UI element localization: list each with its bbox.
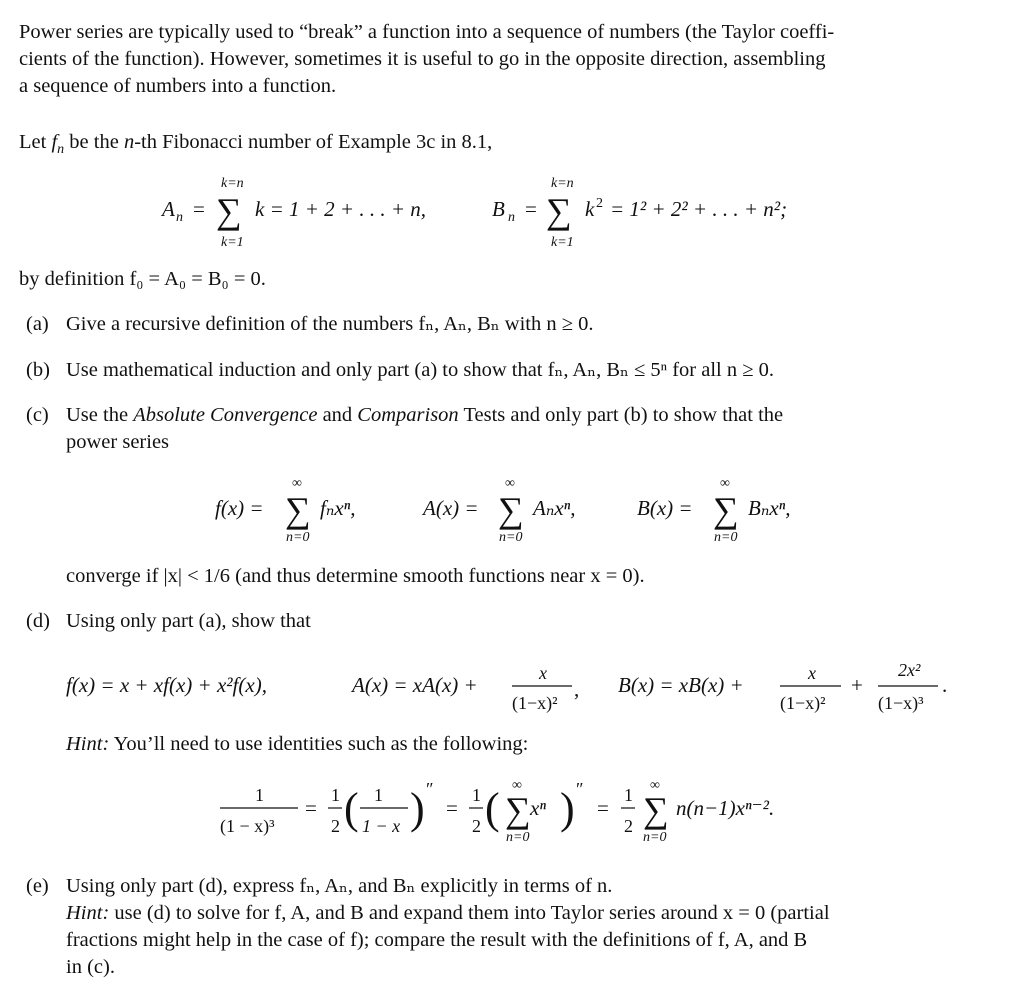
part-d-hint-label: Hint: xyxy=(66,733,110,755)
svg-text:1: 1 xyxy=(255,785,264,805)
svg-text:+: + xyxy=(851,673,863,697)
B-sum-sign: ∑ xyxy=(546,191,572,231)
svg-text:): ) xyxy=(410,784,425,833)
B-fraction2-numerator: 2x² xyxy=(898,660,921,680)
B-series-term: Bₙxⁿ, xyxy=(748,496,791,520)
part-e-text: Using only part (d), express fₙ, Aₙ, and Bₙ explicitly in terms of n. Hint: use (d) to solve for f, A, and B and expand them into Taylor series around x = 0 (partial fractions might help in the case of f); compare the result with the definitions of f, A, and B in (c). xyxy=(66,875,830,978)
f-series-lhs: f(x) = xyxy=(215,496,264,520)
svg-text:=: = xyxy=(446,796,458,820)
intro-paragraph xyxy=(19,19,964,100)
svg-text:2: 2 xyxy=(596,196,603,211)
svg-text:1: 1 xyxy=(374,785,383,805)
svg-text:x: x xyxy=(539,663,547,683)
A-sum-sign: ∑ xyxy=(216,191,242,231)
svg-text:=: = xyxy=(597,796,609,820)
B-sum-rhs: = 1² + 2² + . . . + n²; xyxy=(610,197,788,221)
svg-text:(: ( xyxy=(344,784,359,833)
svg-text:2: 2 xyxy=(624,816,633,836)
part-b-label: (b) xyxy=(26,359,50,381)
B-functional-eq: B(x) = xB(x) + xyxy=(618,673,744,697)
intro-line-2: cients of the function). However, sometimes it is useful to go in the opposite direction, assembling xyxy=(19,48,826,70)
sum-definitions xyxy=(0,165,1024,255)
svg-text:n: n xyxy=(176,210,183,225)
svg-text:∞: ∞ xyxy=(720,476,730,491)
svg-text:(1−x)²: (1−x)² xyxy=(780,693,826,713)
B-series-lhs: B(x) = xyxy=(637,496,693,520)
B-fraction2-denominator: (1−x)³ xyxy=(878,693,924,713)
part-d-text: Using only part (a), show that xyxy=(66,610,311,632)
part-c xyxy=(26,402,966,458)
part-d-hint: Hint: You’ll need to use identities such as the following: xyxy=(66,733,529,755)
svg-text:,: , xyxy=(574,677,580,701)
A-sum-upper: k=n xyxy=(221,176,244,191)
B-sum-lower: k=1 xyxy=(551,235,574,250)
identity-sum-1: ∑ xyxy=(505,790,531,830)
svg-text:n: n xyxy=(508,210,515,225)
A-fraction-denominator: (1−x)² xyxy=(512,693,558,713)
svg-text:=: = xyxy=(525,197,537,221)
B-series-sum: ∑ xyxy=(713,490,739,530)
svg-text:xⁿ: xⁿ xyxy=(530,796,546,820)
A-sum-lower: k=1 xyxy=(221,235,244,250)
identity-sum-2: ∑ xyxy=(643,790,669,830)
part-a-text: Give a recursive definition of the numbers fₙ, Aₙ, Bₙ with n ≥ 0. xyxy=(66,313,594,335)
functional-equations xyxy=(0,652,1024,720)
A-n-symbol: A xyxy=(162,197,175,221)
B-sum-upper: k=n xyxy=(551,176,574,191)
f-functional-eq: f(x) = x + xf(x) + x²f(x), xyxy=(66,673,267,697)
svg-text:″: ″ xyxy=(576,779,584,799)
svg-text:n=0: n=0 xyxy=(643,830,667,845)
hint-identity xyxy=(0,775,1024,855)
svg-text:∞: ∞ xyxy=(650,778,660,793)
svg-text:n=0: n=0 xyxy=(286,530,310,545)
svg-text:x: x xyxy=(808,663,816,683)
svg-text:=: = xyxy=(193,197,205,221)
svg-text:1: 1 xyxy=(331,785,340,805)
svg-text:∞: ∞ xyxy=(292,476,302,491)
svg-text:.: . xyxy=(942,673,948,697)
part-e xyxy=(26,873,966,985)
initial-values: by definition f₀ = A₀ = B₀ = 0. xyxy=(19,268,266,290)
A-series-term: Aₙxⁿ, xyxy=(533,496,576,520)
svg-text:n=0: n=0 xyxy=(714,530,738,545)
B-n-symbol: B xyxy=(492,197,505,221)
let-sentence: Let $f_n$ be the n-th Fibonacci number of Example 3c in 8.1, xyxy=(19,131,493,158)
svg-text:): ) xyxy=(560,784,575,833)
part-d-label: (d) xyxy=(26,610,50,632)
A-functional-eq: A(x) = xA(x) + xyxy=(352,673,478,697)
svg-text:n=0: n=0 xyxy=(506,830,530,845)
part-e-label: (e) xyxy=(26,875,49,897)
svg-text:″: ″ xyxy=(426,779,434,799)
part-c-text: Use the Absolute Convergence and Comparison Tests and only part (b) to show that the power series xyxy=(66,404,784,453)
identity-denominator: (1 − x)³ xyxy=(220,816,275,836)
intro-line-1: Power series are typically used to “break” a function into a sequence of numbers (the Taylor coeffi- xyxy=(19,21,835,43)
svg-text:(: ( xyxy=(485,784,500,833)
f-series-term: fₙxⁿ, xyxy=(320,496,356,520)
svg-text:n=0: n=0 xyxy=(499,530,523,545)
A-sum-rhs: k = 1 + 2 + . . . + n, xyxy=(255,197,427,221)
svg-text:=: = xyxy=(305,796,317,820)
power-series xyxy=(0,470,1024,550)
svg-text:2: 2 xyxy=(472,816,481,836)
part-c-conclusion: converge if |x| < 1/6 (and thus determine smooth functions near x = 0). xyxy=(66,565,645,587)
svg-text:∞: ∞ xyxy=(512,778,522,793)
f-series-sum: ∑ xyxy=(285,490,311,530)
svg-text:2: 2 xyxy=(331,816,340,836)
A-series-sum: ∑ xyxy=(498,490,524,530)
part-b-text: Use mathematical induction and only part (a) to show that fₙ, Aₙ, Bₙ ≤ 5ⁿ for all n ≥ 0. xyxy=(66,359,775,381)
A-series-lhs: A(x) = xyxy=(423,496,479,520)
svg-text:1 − x: 1 − x xyxy=(362,816,401,836)
svg-text:∞: ∞ xyxy=(505,476,515,491)
svg-text:k: k xyxy=(585,197,595,221)
part-a-label: (a) xyxy=(26,313,49,335)
part-c-label: (c) xyxy=(26,404,49,426)
svg-text:1: 1 xyxy=(624,785,633,805)
svg-text:1: 1 xyxy=(472,785,481,805)
identity-last-term: n(n−1)xⁿ⁻². xyxy=(676,796,775,820)
intro-line-3: a sequence of numbers into a function. xyxy=(19,75,337,97)
